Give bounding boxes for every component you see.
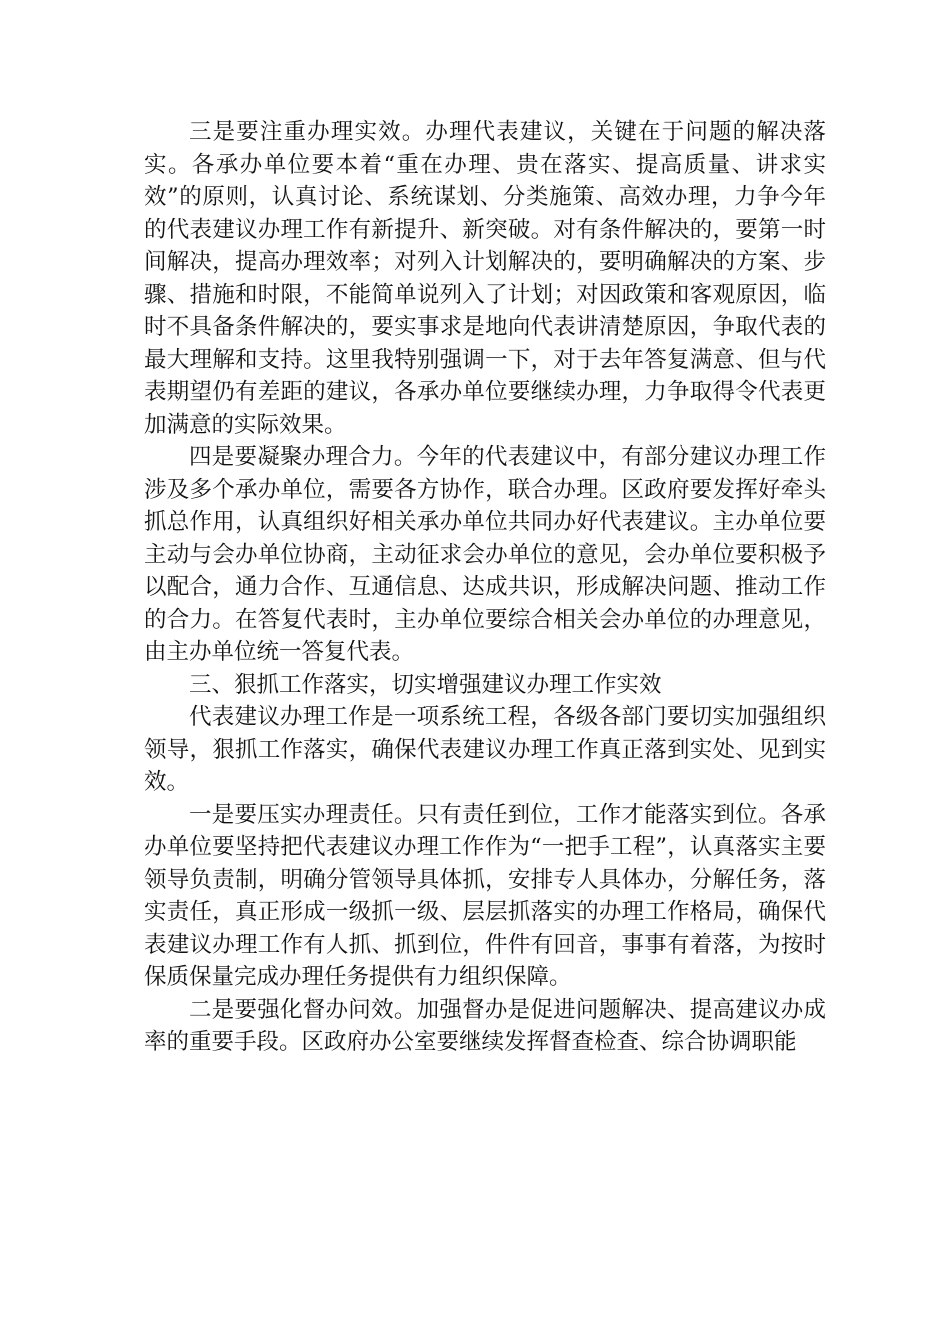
- paragraph-responsibility: 一是要压实办理责任。只有责任到位，工作才能落实到位。各承办单位要坚持把代表建议办理工作作为“一把手工程”，认真落实主要领导负责制，明确分管领导具体抓，安排专人具体办，分解任务，落实责任，真正形成一级抓一级、层层抓落实的办理工作格局，确保代表建议办理工作有人抓、抓到位，件件有回音，事事有着落，为按时保质保量完成办理任务提供有力组织保障。: [144, 801, 826, 990]
- paragraph-joint-handling: 四是要凝聚办理合力。今年的代表建议中，有部分建议办理工作涉及多个承办单位，需要各方协作，联合办理。区政府要发挥好牵头抓总作用，认真组织好相关承办单位共同办好代表建议。主办单位要主动与会办单位协商，主动征求会办单位的意见，会办单位要积极予以配合，通力合作、互通信息、达成共识，形成解决问题、推动工作的合力。在答复代表时，主办单位要综合相关会办单位的办理意见，由主办单位统一答复代表。: [144, 444, 826, 665]
- document-page: [144, 116, 826, 1059]
- paragraph-supervision: 二是要强化督办问效。加强督办是促进问题解决、提高建议办成率的重要手段。区政府办公室要继续发挥督查检查、综合协调职能: [144, 996, 826, 1055]
- paragraph-handling-effectiveness: 三是要注重办理实效。办理代表建议，关键在于问题的解决落实。各承办单位要本着“重在办理、贵在落实、提高质量、讲求实效”的原则，认真讨论、系统谋划、分类施策、高效办理，力争今年的代表建议办理工作有新提升、新突破。对有条件解决的，要第一时间解决，提高办理效率；对列入计划解决的，要明确解决的方案、步骤、措施和时限，不能简单说列入了计划；对因政策和客观原因，临时不具备条件解决的，要实事求是地向代表讲清楚原因，争取代表的最大理解和支持。这里我特别强调一下，对于去年答复满意、但与代表期望仍有差距的建议，各承办单位要继续办理，力争取得令代表更加满意的实际效果。: [144, 119, 826, 438]
- paragraph-system-engineering: 代表建议办理工作是一项系统工程，各级各部门要切实加强组织领导，狠抓工作落实，确保代表建议办理工作真正落到实处、见到实效。: [144, 704, 826, 795]
- section-heading-implementation: 三、狠抓工作落实，切实增强建议办理工作实效: [189, 671, 662, 698]
